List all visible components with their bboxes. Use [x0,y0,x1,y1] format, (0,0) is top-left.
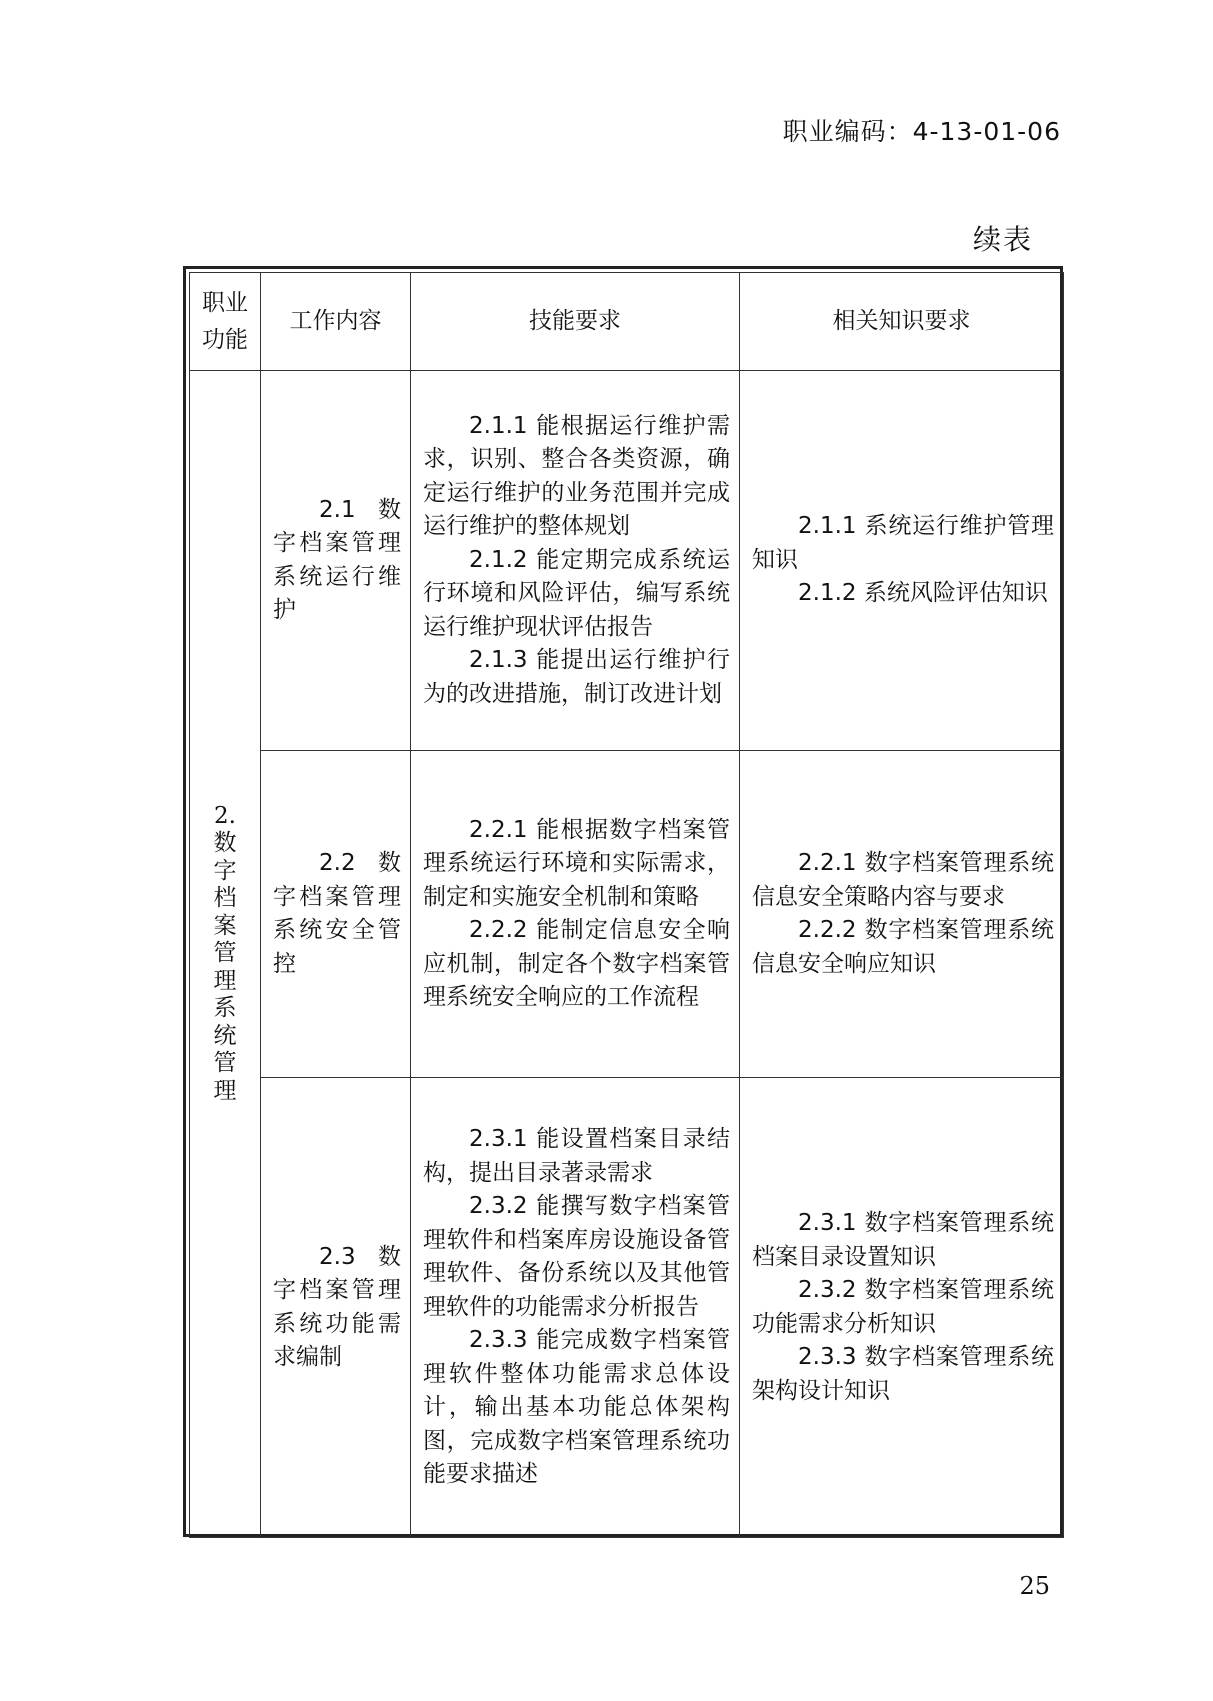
work-content-cell [261,371,411,751]
work-content-text: 2.2 数字档案管理系统安全管控 [273,850,401,977]
skill-item: 2.2.2 能制定信息安全响应机制，制定各个数字档案管理系统安全响应的工作流程 [423,917,730,1010]
table-row [190,371,1064,751]
work-content-cell [261,751,411,1078]
skill-item: 2.2.1 能根据数字档案管理系统运行环境和实际需求，制定和实施安全机制和策略 [423,816,730,910]
function-number: 2. [214,802,236,829]
knowledge-item: 2.1.1 系统运行维护管理知识 [752,513,1054,573]
column-header-function [190,273,261,371]
table-row [190,751,1064,1078]
skills-cell [411,371,740,751]
column-header-skills: 技能要求 [411,273,740,371]
skill-item: 2.1.3 能提出运行维护行为的改进措施，制订改进计划 [423,647,730,707]
function-name: 数字档案管理系统管理 [213,830,237,1104]
skill-item: 2.1.1 能根据运行维护需求，识别、整合各类资源，确定运行维护的业务范围并完成运行维护的整体规划 [423,412,730,540]
work-content-cell [261,1078,411,1538]
column-header-work: 工作内容 [261,273,411,371]
knowledge-item: 2.3.1 数字档案管理系统档案目录设置知识 [752,1210,1054,1270]
skills-cell [411,751,740,1078]
function-cell [190,371,261,1538]
continued-label: 续表 [972,223,1033,256]
column-header-knowledge: 相关知识要求 [740,273,1064,371]
knowledge-cell [740,751,1064,1078]
knowledge-item: 2.3.2 数字档案管理系统功能需求分析知识 [752,1277,1054,1337]
page-number: 25 [1019,1572,1050,1600]
knowledge-item: 2.1.2 系统风险评估知识 [798,580,1048,607]
knowledge-cell [740,371,1064,751]
occupation-code: 职业编码：4-13-01-06 [782,117,1061,146]
skill-item: 2.3.1 能设置档案目录结构，提出目录著录需求 [423,1126,730,1186]
competency-table [183,266,1063,1537]
competency-table-grid [189,272,1064,1538]
knowledge-item: 2.2.1 数字档案管理系统信息安全策略内容与要求 [752,850,1054,910]
knowledge-cell [740,1078,1064,1538]
knowledge-item: 2.2.2 数字档案管理系统信息安全响应知识 [752,917,1054,977]
skills-cell [411,1078,740,1538]
skill-item: 2.3.2 能撰写数字档案管理软件和档案库房设施设备管理软件、备份系统以及其他管理软件的功能需求分析报告 [423,1193,730,1320]
work-content-text: 2.1 数字档案管理系统运行维护 [273,496,401,623]
skill-item: 2.1.2 能定期完成系统运行环境和风险评估，编写系统运行维护现状评估报告 [423,546,730,640]
knowledge-item: 2.3.3 数字档案管理系统架构设计知识 [752,1344,1054,1404]
table-row [190,1078,1064,1538]
skill-item: 2.3.3 能完成数字档案管理软件整体功能需求总体设计，输出基本功能总体架构图，完成数字档案管理系统功能要求描述 [423,1327,730,1488]
table-header-row [190,273,1064,371]
column-header-function-text: 职业功能 [202,289,248,353]
work-content-text: 2.3 数字档案管理系统功能需求编制 [273,1243,401,1370]
